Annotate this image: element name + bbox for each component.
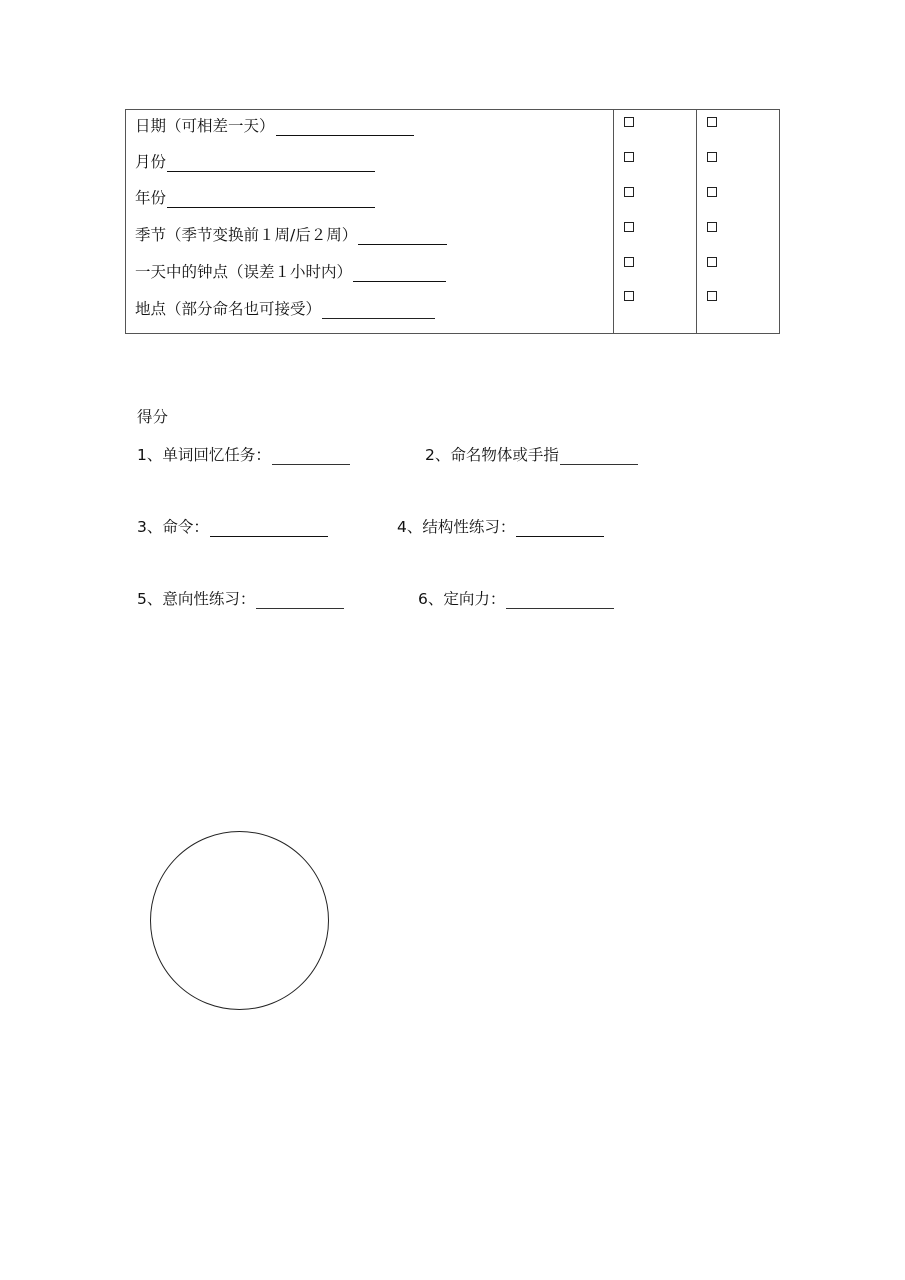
score-label: 6、定向力： — [418, 590, 506, 608]
score-blank[interactable] — [560, 447, 638, 465]
answer-blank[interactable] — [358, 227, 447, 245]
score-label: 3、命令： — [137, 518, 209, 536]
score-blank[interactable] — [210, 519, 328, 537]
score-blank[interactable] — [256, 591, 344, 609]
orientation-table — [125, 109, 780, 334]
score-command — [137, 515, 328, 537]
score-ideational — [137, 587, 344, 609]
table-row-hour — [126, 260, 779, 290]
score-blank[interactable] — [506, 591, 614, 609]
table-row-season — [126, 223, 779, 253]
row-text: 季节（季节变换前１周/后２周） — [135, 226, 358, 244]
table-row-place — [126, 297, 779, 327]
answer-blank[interactable] — [167, 190, 375, 208]
table-row-year — [126, 186, 779, 216]
checkbox[interactable] — [624, 222, 634, 232]
row-label-hour — [135, 260, 446, 282]
row-text: 日期（可相差一天） — [135, 117, 275, 135]
checkbox[interactable] — [707, 152, 717, 162]
checkbox[interactable] — [707, 117, 717, 127]
table-row-date — [126, 114, 779, 144]
checkbox[interactable] — [707, 257, 717, 267]
row-text: 月份 — [135, 153, 167, 171]
checkbox[interactable] — [707, 222, 717, 232]
answer-blank[interactable] — [276, 118, 414, 136]
score-naming — [425, 443, 638, 465]
row-label-year — [135, 186, 375, 208]
row-label-season — [135, 223, 447, 245]
row-label-date — [135, 114, 414, 136]
score-label: 2、命名物体或手指 — [425, 446, 559, 464]
checkbox[interactable] — [707, 187, 717, 197]
checkbox[interactable] — [624, 117, 634, 127]
row-text: 年份 — [135, 189, 167, 207]
row-label-place — [135, 297, 435, 319]
score-constructional — [397, 515, 604, 537]
row-text: 地点（部分命名也可接受） — [135, 300, 322, 318]
answer-blank[interactable] — [167, 154, 375, 172]
row-label-month — [135, 150, 375, 172]
answer-blank[interactable] — [322, 301, 435, 319]
checkbox[interactable] — [624, 257, 634, 267]
checkbox[interactable] — [624, 291, 634, 301]
score-orientation — [418, 587, 614, 609]
score-word-recall — [137, 443, 350, 465]
score-label: 5、意向性练习： — [137, 590, 256, 608]
checkbox[interactable] — [624, 187, 634, 197]
table-row-month — [126, 150, 779, 180]
circle-drawing — [150, 831, 329, 1010]
checkbox[interactable] — [707, 291, 717, 301]
score-label: 1、单词回忆任务： — [137, 446, 271, 464]
checkbox[interactable] — [624, 152, 634, 162]
score-title: 得分 — [137, 408, 169, 426]
answer-blank[interactable] — [353, 264, 446, 282]
row-text: 一天中的钟点（误差１小时内） — [135, 263, 353, 281]
score-label: 4、结构性练习： — [397, 518, 516, 536]
score-blank[interactable] — [516, 519, 604, 537]
score-blank[interactable] — [272, 447, 350, 465]
